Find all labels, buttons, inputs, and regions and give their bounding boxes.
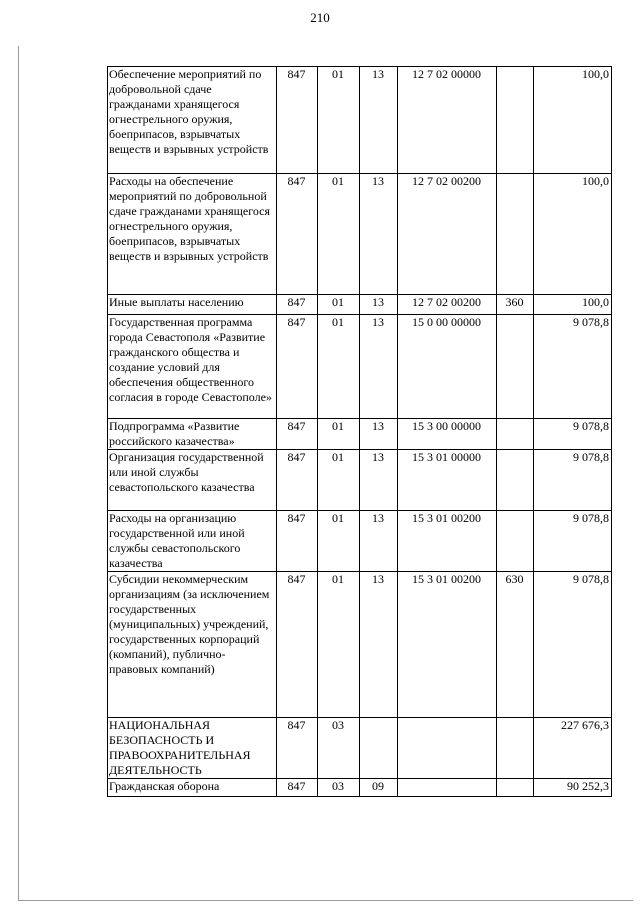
amount-cell: 9 078,8 bbox=[534, 450, 612, 511]
expense-name-cell: НАЦИОНАЛЬНАЯ БЕЗОПАСНОСТЬ И ПРАВООХРАНИТЕЛЬНАЯ ДЕЯТЕЛЬНОСТЬ bbox=[108, 718, 277, 779]
section-code-cell: 01 bbox=[318, 511, 360, 572]
target-article-cell: 15 3 01 00200 bbox=[398, 572, 497, 718]
table-row bbox=[108, 295, 612, 315]
amount-cell: 9 078,8 bbox=[534, 315, 612, 419]
expense-type-cell bbox=[497, 67, 534, 174]
table-row bbox=[108, 450, 612, 511]
amount-cell: 90 252,3 bbox=[534, 779, 612, 797]
expense-name-cell: Иные выплаты населению bbox=[108, 295, 277, 315]
target-article-cell: 15 3 00 00000 bbox=[398, 419, 497, 450]
section-code-cell: 01 bbox=[318, 315, 360, 419]
table-row bbox=[108, 419, 612, 450]
subsection-code-cell: 13 bbox=[360, 450, 398, 511]
section-code-cell: 03 bbox=[318, 779, 360, 797]
target-article-cell: 12 7 02 00000 bbox=[398, 67, 497, 174]
subsection-code-cell: 13 bbox=[360, 315, 398, 419]
section-code-cell: 01 bbox=[318, 67, 360, 174]
budget-table bbox=[107, 66, 612, 797]
amount-cell: 9 078,8 bbox=[534, 511, 612, 572]
amount-cell: 227 676,3 bbox=[534, 718, 612, 779]
subsection-code-cell bbox=[360, 718, 398, 779]
department-code-cell: 847 bbox=[277, 315, 318, 419]
section-code-cell: 03 bbox=[318, 718, 360, 779]
section-code-cell: 01 bbox=[318, 295, 360, 315]
target-article-cell: 12 7 02 00200 bbox=[398, 174, 497, 295]
expense-name-cell: Государственная программа города Севастополя «Развитие гражданского общества и создание условий для обеспечения общественного согласия в городе Севастополе» bbox=[108, 315, 277, 419]
budget-table-body bbox=[108, 67, 612, 797]
subsection-code-cell: 09 bbox=[360, 779, 398, 797]
subsection-code-cell: 13 bbox=[360, 174, 398, 295]
department-code-cell: 847 bbox=[277, 572, 318, 718]
expense-type-cell: 360 bbox=[497, 295, 534, 315]
section-code-cell: 01 bbox=[318, 174, 360, 295]
department-code-cell: 847 bbox=[277, 779, 318, 797]
target-article-cell: 15 3 01 00200 bbox=[398, 511, 497, 572]
target-article-cell: 15 3 01 00000 bbox=[398, 450, 497, 511]
target-article-cell: 15 0 00 00000 bbox=[398, 315, 497, 419]
subsection-code-cell: 13 bbox=[360, 67, 398, 174]
expense-type-cell bbox=[497, 315, 534, 419]
section-code-cell: 01 bbox=[318, 419, 360, 450]
expense-type-cell bbox=[497, 174, 534, 295]
department-code-cell: 847 bbox=[277, 718, 318, 779]
expense-name-cell: Обеспечение мероприятий по добровольной сдаче гражданами хранящегося огнестрельного оружия, боеприпасов, взрывчатых веществ и взрывных устройств bbox=[108, 67, 277, 174]
expense-name-cell: Гражданская оборона bbox=[108, 779, 277, 797]
expense-name-cell: Субсидии некоммерческим организациям (за исключением государственных (муниципальных) учреждений, государственных корпораций (компаний), публично-правовых компаний) bbox=[108, 572, 277, 718]
section-code-cell: 01 bbox=[318, 450, 360, 511]
expense-name-cell: Подпрограмма «Развитие российского казачества» bbox=[108, 419, 277, 450]
amount-cell: 100,0 bbox=[534, 174, 612, 295]
subsection-code-cell: 13 bbox=[360, 295, 398, 315]
department-code-cell: 847 bbox=[277, 511, 318, 572]
expense-type-cell bbox=[497, 450, 534, 511]
target-article-cell bbox=[398, 718, 497, 779]
expense-type-cell: 630 bbox=[497, 572, 534, 718]
amount-cell: 9 078,8 bbox=[534, 419, 612, 450]
amount-cell: 9 078,8 bbox=[534, 572, 612, 718]
expense-type-cell bbox=[497, 419, 534, 450]
amount-cell: 100,0 bbox=[534, 295, 612, 315]
department-code-cell: 847 bbox=[277, 67, 318, 174]
target-article-cell bbox=[398, 779, 497, 797]
subsection-code-cell: 13 bbox=[360, 419, 398, 450]
expense-type-cell bbox=[497, 718, 534, 779]
target-article-cell: 12 7 02 00200 bbox=[398, 295, 497, 315]
expense-type-cell bbox=[497, 779, 534, 797]
department-code-cell: 847 bbox=[277, 450, 318, 511]
department-code-cell: 847 bbox=[277, 295, 318, 315]
table-row bbox=[108, 572, 612, 718]
expense-type-cell bbox=[497, 511, 534, 572]
subsection-code-cell: 13 bbox=[360, 511, 398, 572]
table-row bbox=[108, 174, 612, 295]
section-code-cell: 01 bbox=[318, 572, 360, 718]
subsection-code-cell: 13 bbox=[360, 572, 398, 718]
table-row bbox=[108, 718, 612, 779]
department-code-cell: 847 bbox=[277, 174, 318, 295]
table-row bbox=[108, 779, 612, 797]
scan-frame-left bbox=[18, 46, 19, 901]
expense-name-cell: Расходы на организацию государственной или иной службы севастопольского казачества bbox=[108, 511, 277, 572]
table-row bbox=[108, 315, 612, 419]
amount-cell: 100,0 bbox=[534, 67, 612, 174]
department-code-cell: 847 bbox=[277, 419, 318, 450]
scan-frame-bottom bbox=[18, 900, 633, 901]
table-row bbox=[108, 511, 612, 572]
page-number: 210 bbox=[310, 10, 330, 25]
table-row bbox=[108, 67, 612, 174]
expense-name-cell: Расходы на обеспечение мероприятий по добровольной сдаче гражданами хранящегося огнестрельного оружия, боеприпасов, взрывчатых веществ и взрывных устройств bbox=[108, 174, 277, 295]
expense-name-cell: Организация государственной или иной службы севастопольского казачества bbox=[108, 450, 277, 511]
